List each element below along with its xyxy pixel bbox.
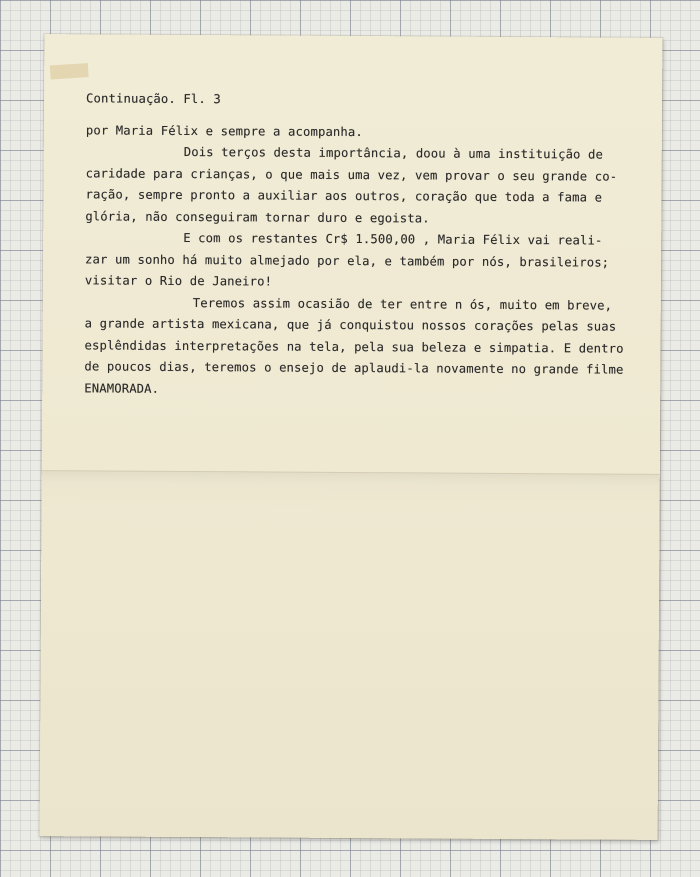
adhesive-tape-mark: [50, 63, 89, 79]
text-line: a grande artista mexicana, que já conquistou nossos corações pelas suas: [84, 316, 617, 334]
text-line: zar um sonho há muito almejado por ela, e também por nós, brasileiros;: [85, 251, 610, 270]
page-header: Continuação. Fl. 3: [86, 91, 221, 107]
text-line: E com os restantes Cr$ 1.500,00 , Maria Félix vai reali-: [183, 230, 603, 248]
typed-document-sheet: [40, 34, 663, 840]
typed-text-body: [84, 88, 624, 402]
text-line: caridade para crianças, o que mais uma vez, vem provar o seu grande co-: [85, 165, 618, 184]
text-line: ração, sempre pronto a auxiliar aos outros, coração que toda a fama e: [85, 187, 603, 205]
text-line: visitar o Rio de Janeiro!: [84, 273, 273, 289]
text-line: Dois terços desta importância, doou à uma instituição de: [183, 144, 604, 162]
text-line: ENAMORADA.: [84, 380, 160, 396]
paper-fold: [39, 470, 659, 855]
text-line: esplêndidas interpretações na tela, pela sua beleza e simpatia. E dentro: [84, 337, 624, 356]
text-line: por Maria Félix e sempre a acompanha.: [85, 122, 363, 139]
text-line: Teremos assim ocasião de ter entre n ós, muito em breve,: [192, 295, 613, 313]
text-line: de poucos dias, teremos o ensejo de aplaudi-la novamente no grande filme: [84, 359, 624, 377]
text-line: glória, não conseguiram tornar duro e egoista.: [85, 208, 430, 225]
